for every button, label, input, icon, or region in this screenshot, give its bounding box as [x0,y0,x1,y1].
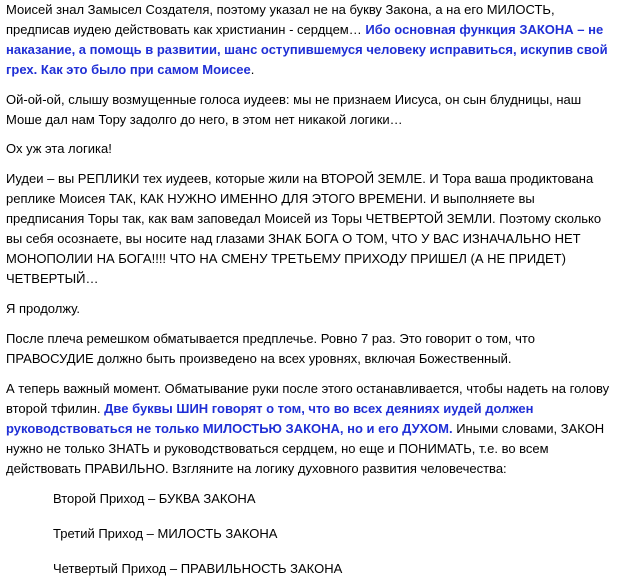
paragraph-7 [6,379,614,479]
paragraph-1-text-b: . [250,62,255,77]
paragraph-7-emphasis: Две буквы ШИН говорят о том, что во всех деяниях иудей должен руководствоваться не только МИЛОСТЬЮ ЗАКОНА, но и его ДУХОМ. [6,401,534,436]
coming-list [6,489,614,579]
list-item: Четвертый Приход – ПРАВИЛЬНОСТЬ ЗАКОНА [53,561,343,576]
paragraph-7-text-a: А теперь важный момент. Обматывание руки после этого останавливается, чтобы надеть на голову второй тфилин. [6,381,610,416]
paragraph-5 [6,299,614,319]
paragraph-3-text: Ох уж эта логика! [6,141,112,156]
paragraph-1 [6,0,614,80]
list-item: Третий Приход – МИЛОСТЬ ЗАКОНА [53,526,278,541]
paragraph-1-text-a: Моисей знал Замысел Создателя, поэтому указал не на букву Закона, а на его МИЛОСТЬ, предписав иудею действовать как христианин - сердцем… [6,2,555,37]
paragraph-3 [6,139,614,159]
paragraph-6 [6,329,614,369]
paragraph-4-text: Иудеи – вы РЕПЛИКИ тех иудеев, которые жили на ВТОРОЙ ЗЕМЛЕ. И Тора ваша продиктована реплике Моисея ТАК, КАК НУЖНО ИМЕННО ДЛЯ ЭТОГО ВРЕМЕНИ. И выполняете вы предписания Торы так, как вам заповедал Моисей из Торы ЧЕТВЕРТОЙ ЗЕМЛИ. Поэтому сколько вы себя осознаете, вы носите над глазами ЗНАК БОГА О ТОМ, ЧТО У ВАС ИЗНАЧАЛЬНО НЕТ МОНОПОЛИИ НА БОГА!!!! ЧТО НА СМЕНУ ТРЕТЬЕМУ ПРИХОДУ ПРИШЕЛ (А НЕ ПРИДЕТ) ЧЕТВЕРТЫЙ… [6,171,602,286]
paragraph-4 [6,169,614,289]
paragraph-7-text-b: Иными словами, ЗАКОН нужно не только ЗНАТЬ и руководствоваться сердцем, но еще и ПОНИМАТЬ, т.е. во всем действовать ПРАВИЛЬНО. Взгляните на логику духовного развития человечества: [6,421,605,476]
paragraph-2-text: Ой-ой-ой, слышу возмущенные голоса иудеев: мы не признаем Иисуса, он сын блудницы, наш Моше дал нам Тору задолго до него, в этом нет никакой логики… [6,92,582,127]
paragraph-6-text: После плеча ремешком обматывается предплечье. Ровно 7 раз. Это говорит о том, что ПРАВОСУДИЕ должно быть произведено на всех уровнях, включая Божественный. [6,331,535,366]
list-item: Второй Приход – БУКВА ЗАКОНА [53,491,256,506]
paragraph-1-emphasis: Ибо основная функция ЗАКОНА – не наказание, а помощь в развитии, шанс оступившемуся человеку исправиться, искупив свой грех. Как это было при самом Моисее [6,22,608,77]
paragraph-2 [6,90,614,130]
paragraph-5-text: Я продолжу. [6,301,80,316]
